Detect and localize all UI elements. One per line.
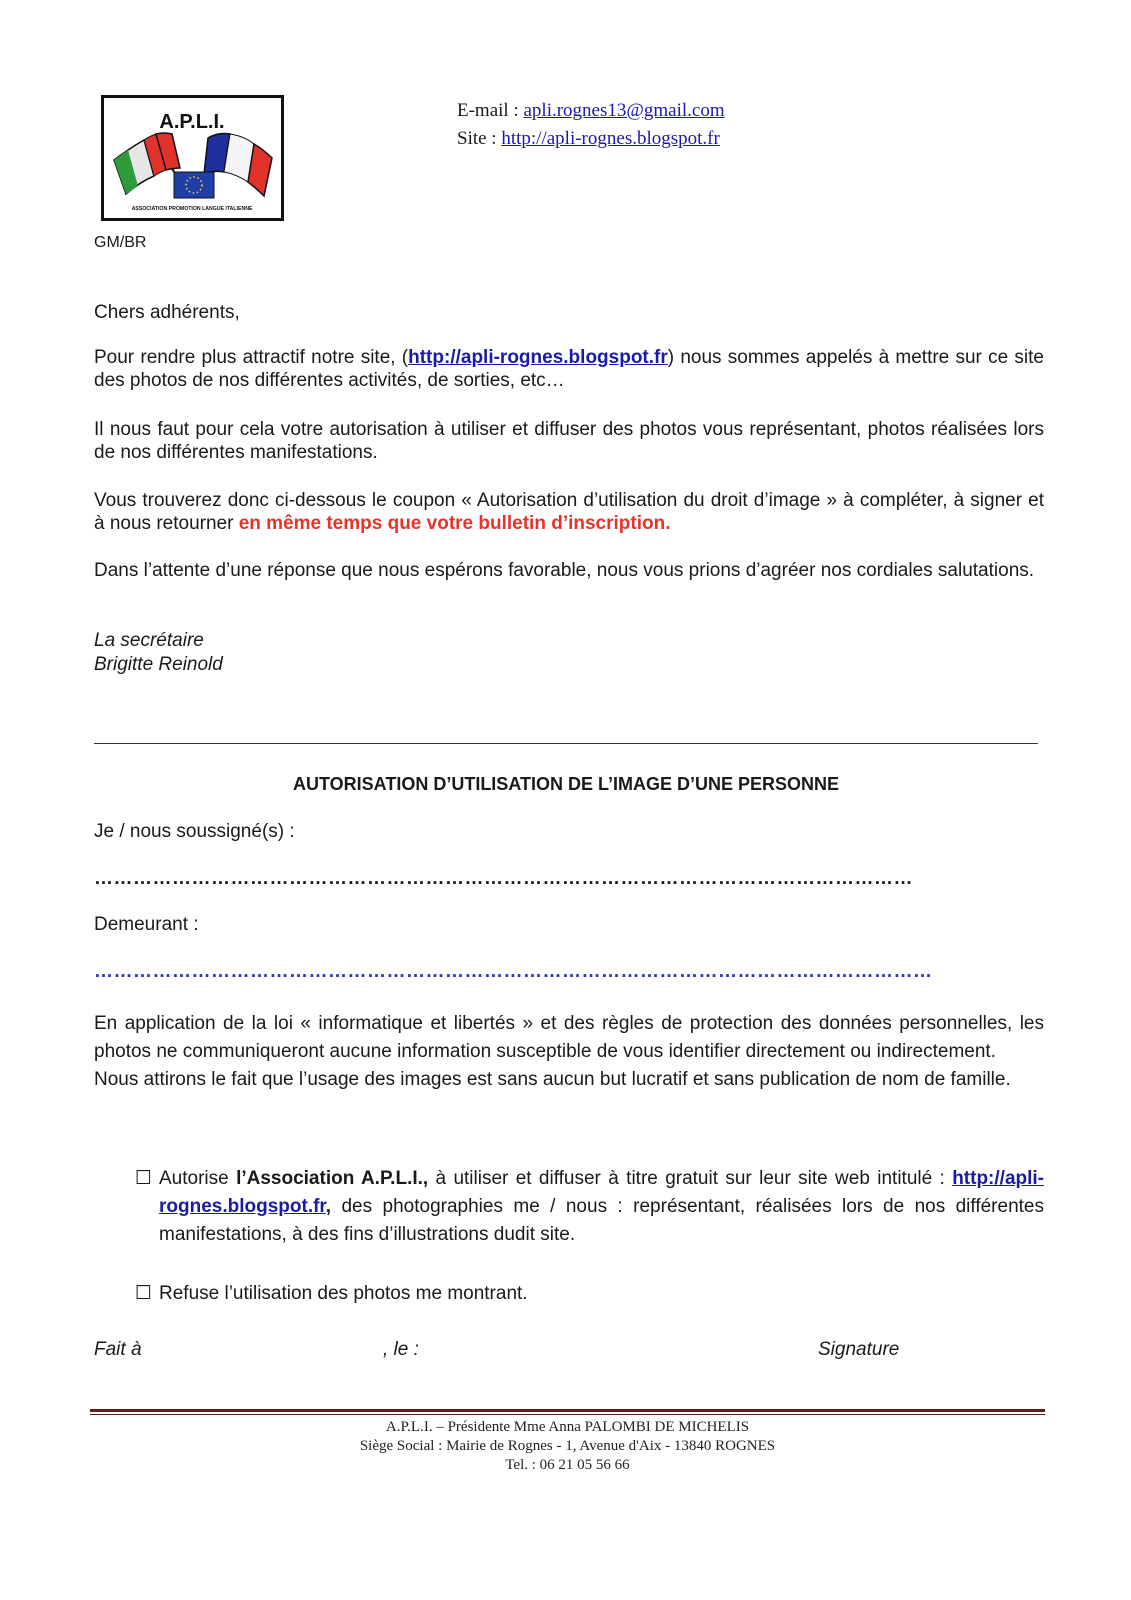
date-label: , le : [383,1339,419,1360]
p1-text-before: Pour rendre plus attractif notre site, ( [94,347,409,368]
site-link[interactable]: http://apli-rognes.blogspot.fr [501,128,720,149]
logo-tagline: ASSOCIATION PROMOTION LANGUE ITALIENNE [131,206,253,212]
authorize-site-link[interactable]: http://apli-rognes.blogspot.fr [159,1168,1044,1217]
authorize-checkbox[interactable]: ☐ [135,1168,153,1189]
footer-address: Siège Social : Mairie de Rognes - 1, Avenue d'Aix - 13840 ROGNES [359,1438,776,1454]
footer-rule-thin [90,1414,1045,1415]
legal-notice-2: Nous attirons le fait que l’usage des images est sans aucun but lucratif et sans publication de nom de famille. [94,1069,1011,1090]
logo-graphic [104,98,281,218]
p1-site-link[interactable]: http://apli-rognes.blogspot.fr [408,347,668,368]
footer [90,1418,1045,1475]
name-label: Je / nous soussigné(s) : [94,821,295,842]
option-authorize [135,1165,1044,1249]
reference-code: GM/BR [94,234,147,251]
option-refuse [135,1280,1044,1308]
email-line [457,97,725,125]
signature-role: La secrétaire [94,630,204,651]
italy-flag-icon [114,133,180,194]
address-field[interactable]: ………………………………………………………………………………………………………………… [94,961,933,982]
p1-text-after: ) nous sommes appelés à mettre sur ce site des photos de nos différentes activités, de sorties, etc… [94,347,1044,391]
signature-name: Brigitte Reinold [94,654,223,675]
greeting: Chers adhérents, [94,302,240,323]
footer-president: A.P.L.I. – Présidente Mme Anna PALOMBI DE MICHELIS [385,1419,750,1435]
authorize-text: Autorise l’Association A.P.L.I., à utiliser et diffuser à titre gratuit sur leur site web intitulé : http://apli-rognes.blogspot.fr, des photographies me / nous : représentant, réalisées lors de nos différentes manifestations, à des fins d’illustrations dudit site. [159,1168,1044,1245]
eu-flag-icon [174,172,214,198]
name-field[interactable]: ……………………………………………………………………………………………………………… [94,868,913,889]
form-title: AUTORISATION D’UTILISATION DE L’IMAGE D’UNE PERSONNE [292,774,840,794]
letter-signature [94,629,1044,677]
address-label: Demeurant : [94,914,199,935]
header-contact [457,97,725,153]
place-label: Fait à [94,1339,142,1360]
paragraph-authorization: Il nous faut pour cela votre autorisation à utiliser et diffuser des photos vous représentant, photos réalisées lors de nos différentes manifestations. [94,419,1044,463]
footer-phone: Tel. : 06 21 05 56 66 [505,1457,630,1473]
paragraph-coupon [94,489,1044,535]
logo-title: A.P.L.I. [159,111,225,133]
site-label: Site : [457,128,502,149]
refuse-checkbox[interactable]: ☐ [135,1283,153,1304]
email-link[interactable]: apli.rognes13@gmail.com [523,100,725,121]
legal-notice [94,1010,1044,1094]
footer-rule [90,1409,1045,1412]
legal-notice-1: En application de la loi « informatique et libertés » et des règles de protection des données personnelles, les photos ne communiqueront aucune information susceptible de vous identifier directement ou indirectement. [94,1013,1044,1062]
p3-text: Vous trouverez donc ci-dessous le coupon « Autorisation d’utilisation du droit d’image » à compléter, à signer et à nous retourner [94,490,1044,534]
association-logo [101,95,284,221]
paragraph-closing: Dans l’attente d’une réponse que nous espérons favorable, nous vous prions d’agréer nos cordiales salutations. [94,560,1035,581]
signature-label: Signature [818,1339,900,1360]
email-label: E-mail : [457,100,524,121]
site-line [457,125,725,153]
p3-highlight: en même temps que votre bulletin d’inscription. [238,513,671,534]
paragraph-intro [94,346,1044,392]
refuse-text: Refuse l’utilisation des photos me montrant. [159,1283,528,1304]
section-divider [94,743,1038,744]
